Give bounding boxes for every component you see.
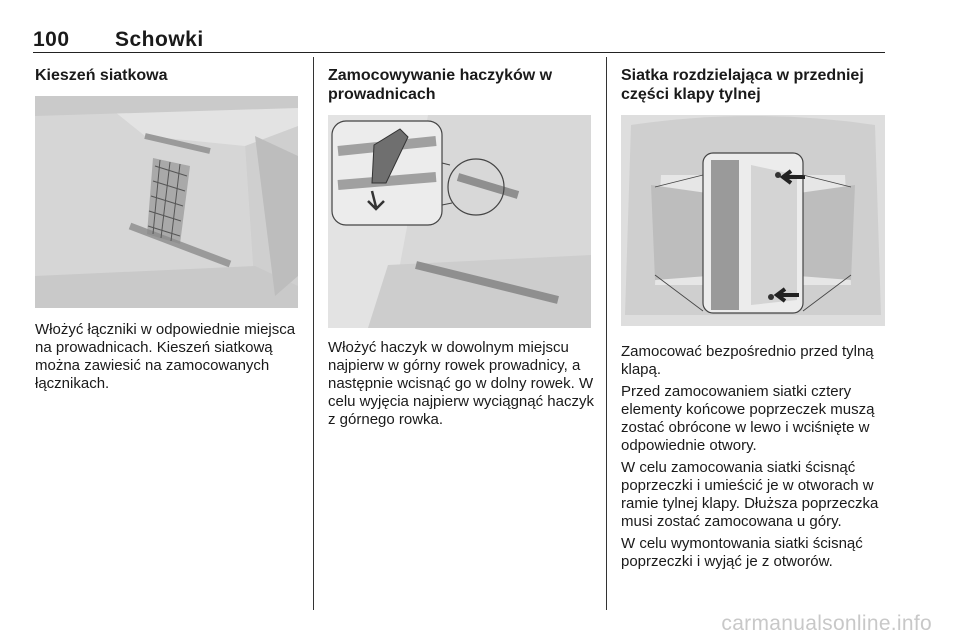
section-paragraph: W celu zamocowania siatki ścisnąć poprzeczki i umieścić je w otworach w ramie tylnej klapy. Dłuższa poprzeczka musi zostać zamocowana u góry. <box>621 459 879 530</box>
chapter-title: Schowki <box>115 28 204 51</box>
section-paragraph: Zamocować bezpośrednio przed tylną klapą. <box>621 343 874 378</box>
section-paragraph: Włożyć łączniki w odpowiednie miejsca na prowadnicach. Kieszeń siatkową można zawiesić na zamocowanych łącznikach. <box>35 321 296 392</box>
section-title-line: Siatka rozdzielająca w przedniej <box>621 67 864 84</box>
section-paragraph: W celu wymontowania siatki ścisnąć poprzeczki i wyjąć je z otworów. <box>621 535 863 570</box>
divider-net-illustration <box>621 115 885 326</box>
section-title <box>328 66 594 104</box>
section-divider-net <box>621 66 887 104</box>
mesh-pocket-illustration <box>35 96 298 308</box>
column-divider <box>313 57 314 610</box>
column-divider <box>606 57 607 610</box>
section-mesh-pocket <box>35 66 301 85</box>
section-title: Kieszeń siatkowa <box>35 67 168 84</box>
section-title-line: prowadnicach <box>328 86 436 103</box>
watermark: carmanualsonline.info <box>721 612 932 635</box>
section-paragraph: Włożyć haczyk w dowolnym miejscu najpierw w górny rowek prowadnicy, a następnie wcisnąć go w dolny rowek. W celu wyjęcia najpierw wyciągnąć haczyk z górnego rowka. <box>328 339 594 428</box>
page-number: 100 <box>33 28 70 51</box>
section-title-line: Zamocowywanie haczyków w <box>328 67 553 84</box>
section-paragraph: Przed zamocowaniem siatki cztery elementy końcowe poprzeczek muszą zostać obrócone w lewo i wciśnięte w odpowiednie otwory. <box>621 383 875 454</box>
page-header <box>33 28 885 53</box>
section-hook-rails <box>328 66 594 104</box>
hook-rail-illustration <box>328 115 591 328</box>
section-title <box>621 66 887 104</box>
section-title-line: części klapy tylnej <box>621 86 761 103</box>
